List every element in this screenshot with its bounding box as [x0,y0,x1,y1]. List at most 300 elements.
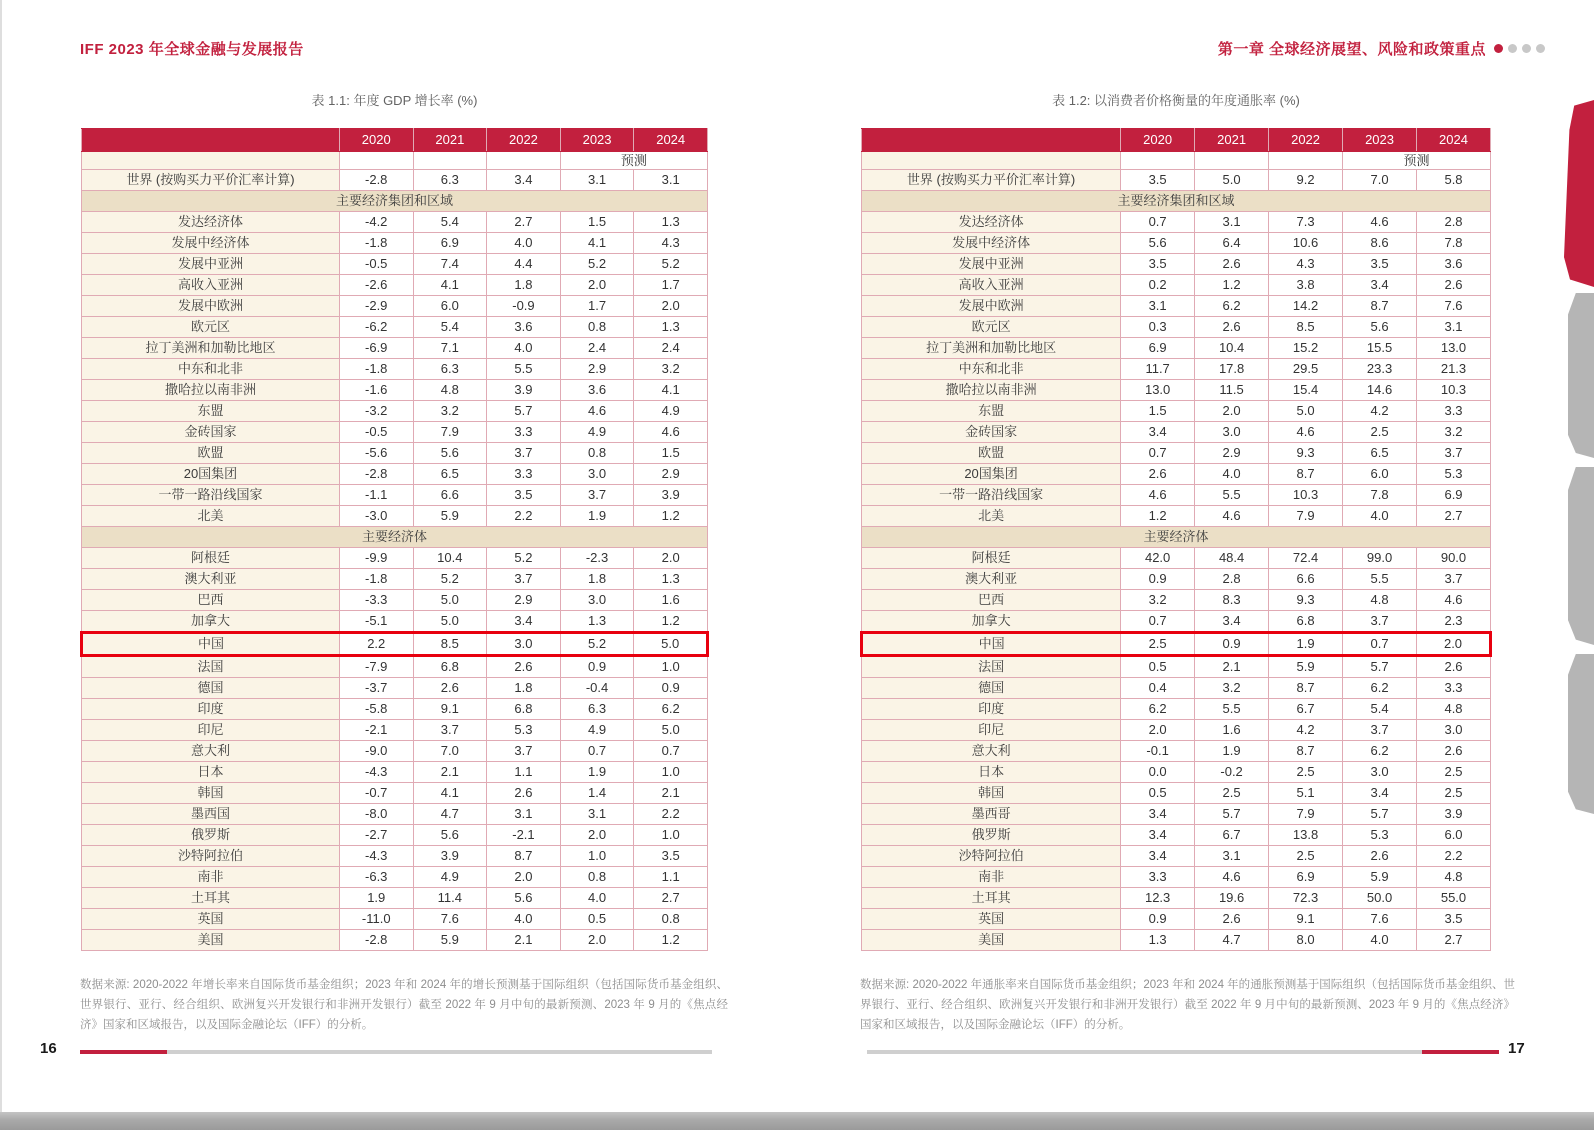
forecast-label-cell: 预测 [560,152,707,170]
value-cell: 50.0 [1343,888,1417,909]
row-label-cell: 北美 [862,506,1121,527]
value-cell: 4.8 [1343,590,1417,611]
value-cell: 99.0 [1343,548,1417,569]
value-cell: 7.6 [1343,909,1417,930]
value-cell: 3.3 [487,464,561,485]
value-cell: 1.4 [560,783,634,804]
row-label-cell: 欧元区 [82,317,340,338]
value-cell: 3.5 [1121,170,1195,191]
value-cell: 0.9 [560,656,634,678]
row-label-cell: 欧盟 [82,443,340,464]
value-cell: 5.4 [1343,699,1417,720]
value-cell: 5.8 [1417,170,1491,191]
value-cell: 4.1 [413,783,487,804]
value-cell: 4.4 [487,254,561,275]
value-cell: 72.3 [1269,888,1343,909]
value-cell: 72.4 [1269,548,1343,569]
value-cell: 8.5 [413,633,487,656]
year-header-cell: 2022 [1269,129,1343,152]
forecast-empty-cell [1269,152,1343,170]
value-cell: 4.0 [1343,930,1417,951]
value-cell: 4.6 [1121,485,1195,506]
value-cell: 4.3 [1269,254,1343,275]
table-row [82,422,708,443]
value-cell: 3.3 [1417,401,1491,422]
section-header-cell: 主要经济集团和区域 [862,191,1491,212]
table-row [82,611,708,633]
row-label-cell: 发展中欧洲 [862,296,1121,317]
value-cell: 3.0 [560,464,634,485]
value-cell: -2.9 [339,296,413,317]
value-cell: 5.7 [1195,804,1269,825]
value-cell: -2.1 [487,825,561,846]
value-cell: 1.2 [1121,506,1195,527]
value-cell: 7.9 [1269,506,1343,527]
row-label-cell: 法国 [82,656,340,678]
table-row [862,338,1491,359]
table-row [862,678,1491,699]
value-cell: 5.9 [413,930,487,951]
value-cell: 1.2 [634,611,708,633]
value-cell: 5.1 [1269,783,1343,804]
value-cell: 3.2 [413,401,487,422]
value-cell: 3.4 [1343,783,1417,804]
section-header-cell: 主要经济体 [82,527,708,548]
value-cell: 1.3 [560,611,634,633]
table-row [862,233,1491,254]
row-label-cell: 世界 (按购买力平价汇率计算) [82,170,340,191]
table-row [82,783,708,804]
value-cell: 7.6 [1417,296,1491,317]
value-cell: 3.0 [1195,422,1269,443]
value-cell: 1.8 [560,569,634,590]
page-number-right: 17 [1508,1040,1525,1057]
table-row [82,338,708,359]
value-cell: 1.7 [560,296,634,317]
value-cell: 13.0 [1417,338,1491,359]
pagination-dot-icon [1522,44,1531,53]
table-row [862,317,1491,338]
value-cell: 3.7 [413,720,487,741]
value-cell: 7.8 [1343,485,1417,506]
footer-rule-left [80,1050,712,1054]
value-cell: 7.8 [1417,233,1491,254]
value-cell: 13.0 [1121,380,1195,401]
value-cell: 2.7 [1417,930,1491,951]
value-cell: 6.2 [1195,296,1269,317]
row-label-cell: 俄罗斯 [82,825,340,846]
table-1-2-title: 表 1.2: 以消费者价格衡量的年度通胀率 (%) [1052,93,1300,108]
value-cell: 6.2 [634,699,708,720]
value-cell: 9.1 [413,699,487,720]
forecast-empty-cell [82,152,340,170]
value-cell: 2.2 [339,633,413,656]
chapter-pagination-dots [1494,44,1545,53]
value-cell: 5.4 [413,317,487,338]
value-cell: 4.8 [1417,699,1491,720]
row-label-cell: 欧盟 [862,443,1121,464]
value-cell: 10.4 [413,548,487,569]
value-cell: 5.7 [1343,804,1417,825]
value-cell: 1.7 [634,275,708,296]
value-cell: 5.0 [1269,401,1343,422]
value-cell: 2.0 [1121,720,1195,741]
value-cell: 1.0 [634,762,708,783]
value-cell: 3.5 [1121,254,1195,275]
value-cell: 1.2 [1195,275,1269,296]
value-cell: 3.7 [487,569,561,590]
table-row [82,888,708,909]
value-cell: 2.5 [1343,422,1417,443]
value-cell: 2.5 [1269,846,1343,867]
value-cell: 6.0 [1417,825,1491,846]
value-cell: 4.0 [487,233,561,254]
value-cell: 6.3 [560,699,634,720]
table-row [82,699,708,720]
value-cell: -1.6 [339,380,413,401]
row-label-cell: 世界 (按购买力平价汇率计算) [862,170,1121,191]
value-cell: 5.0 [1195,170,1269,191]
year-header-cell: 2023 [560,129,634,152]
chapter-tab [1568,654,1594,814]
value-cell: 3.1 [1121,296,1195,317]
value-cell: -3.2 [339,401,413,422]
value-cell: 55.0 [1417,888,1491,909]
row-label-cell: 德国 [82,678,340,699]
value-cell: 5.7 [1343,656,1417,678]
value-cell: 4.6 [1195,867,1269,888]
value-cell: 4.8 [1417,867,1491,888]
value-cell: 5.5 [487,359,561,380]
value-cell: 4.6 [1417,590,1491,611]
value-cell: -1.1 [339,485,413,506]
table-row [82,720,708,741]
value-cell: 5.6 [413,825,487,846]
value-cell: 4.1 [634,380,708,401]
value-cell: 3.6 [487,317,561,338]
value-cell: 6.8 [413,656,487,678]
table-row [82,380,708,401]
value-cell: 2.7 [487,212,561,233]
value-cell: 6.8 [487,699,561,720]
value-cell: -0.4 [560,678,634,699]
table-row [82,212,708,233]
value-cell: 48.4 [1195,548,1269,569]
inflation-table-block [860,90,1492,951]
table-row [82,741,708,762]
value-cell: 1.1 [634,867,708,888]
table-row [82,443,708,464]
value-cell: 0.9 [1121,909,1195,930]
value-cell: 1.9 [560,762,634,783]
row-label-cell: 法国 [862,656,1121,678]
value-cell: 0.9 [634,678,708,699]
value-cell: 2.6 [1121,464,1195,485]
value-cell: 5.5 [1195,699,1269,720]
forecast-empty-cell [487,152,561,170]
value-cell: 3.4 [1121,846,1195,867]
table-corner-cell [82,129,340,152]
value-cell: 1.6 [1195,720,1269,741]
table-1-1-title: 表 1.1: 年度 GDP 增长率 (%) [311,93,478,108]
value-cell: 4.0 [1343,506,1417,527]
table-row [82,233,708,254]
row-label-cell: 20国集团 [862,464,1121,485]
table-row [862,783,1491,804]
table-row [862,548,1491,569]
gdp-table-source-note: 数据来源: 2020-2022 年增长率来自国际货币基金组织；2023 年和 2024 年的增长预测基于国际组织（包括国际货币基金组织、世界银行、亚行、经合组织、欧洲复兴开发银行和非洲开发银行）截至 2022 年 9 月中旬的最新预测、2023 年 9 月的《焦点经济》国家和区域报告，以及国际金融论坛（IFF）的分析。 [80,979,728,1031]
row-label-cell: 墨西国 [82,804,340,825]
value-cell: 4.3 [634,233,708,254]
value-cell: 3.7 [487,443,561,464]
table-row [862,590,1491,611]
value-cell: 19.6 [1195,888,1269,909]
table-row [862,380,1491,401]
table-row [862,804,1491,825]
value-cell: 2.6 [487,783,561,804]
row-label-cell: 韩国 [862,783,1121,804]
row-label-cell: 欧元区 [862,317,1121,338]
section-header-row [862,527,1491,548]
value-cell: -0.5 [339,254,413,275]
chapter-tab [1568,467,1594,645]
value-cell: 2.6 [1417,741,1491,762]
table-row [862,254,1491,275]
table-row [82,804,708,825]
value-cell: -4.3 [339,762,413,783]
value-cell: 9.2 [1269,170,1343,191]
value-cell: 0.4 [1121,678,1195,699]
table-row [862,296,1491,317]
value-cell: 2.5 [1121,633,1195,656]
value-cell: 7.0 [1343,170,1417,191]
forecast-empty-cell [339,152,413,170]
row-label-cell: 中东和北非 [862,359,1121,380]
value-cell: 0.7 [1121,212,1195,233]
row-label-cell: 墨西哥 [862,804,1121,825]
section-header-row [82,191,708,212]
value-cell: 3.2 [634,359,708,380]
chapter-tab-active [1564,100,1594,287]
table-row [862,485,1491,506]
value-cell: 5.4 [413,212,487,233]
value-cell: 12.3 [1121,888,1195,909]
value-cell: 5.9 [413,506,487,527]
value-cell: 1.3 [634,317,708,338]
value-cell: 9.1 [1269,909,1343,930]
value-cell: 2.5 [1417,783,1491,804]
table-row [862,699,1491,720]
row-label-cell: 日本 [862,762,1121,783]
value-cell: 3.5 [1343,254,1417,275]
row-label-cell: 中国 [82,633,340,656]
value-cell: 5.3 [1417,464,1491,485]
row-label-cell: 中国 [862,633,1121,656]
table-row [862,846,1491,867]
forecast-row [862,152,1491,170]
value-cell: 5.6 [1343,317,1417,338]
value-cell: 2.0 [487,867,561,888]
value-cell: 5.0 [634,633,708,656]
value-cell: 7.9 [1269,804,1343,825]
value-cell: 0.7 [560,741,634,762]
value-cell: 2.0 [1195,401,1269,422]
forecast-empty-cell [862,152,1121,170]
value-cell: -8.0 [339,804,413,825]
value-cell: -4.3 [339,846,413,867]
row-label-cell: 发展中经济体 [82,233,340,254]
year-header-cell: 2020 [339,129,413,152]
row-label-cell: 20国集团 [82,464,340,485]
table-row [862,401,1491,422]
value-cell: 4.6 [634,422,708,443]
table-row [862,359,1491,380]
table-row [862,720,1491,741]
value-cell: 15.2 [1269,338,1343,359]
row-label-cell: 高收入亚洲 [862,275,1121,296]
chapter-header [1218,38,1545,59]
row-label-cell: 北美 [82,506,340,527]
value-cell: 29.5 [1269,359,1343,380]
row-label-cell: 英国 [862,909,1121,930]
value-cell: 5.9 [1343,867,1417,888]
value-cell: 5.0 [413,590,487,611]
year-header-row [82,129,708,152]
value-cell: -7.9 [339,656,413,678]
value-cell: 3.1 [1195,212,1269,233]
value-cell: 1.5 [1121,401,1195,422]
table-row [862,867,1491,888]
table-row [862,611,1491,633]
value-cell: 2.7 [1417,506,1491,527]
value-cell: 0.2 [1121,275,1195,296]
row-label-cell: 巴西 [82,590,340,611]
value-cell: 15.4 [1269,380,1343,401]
row-label-cell: 发达经济体 [862,212,1121,233]
year-header-cell: 2023 [1343,129,1417,152]
value-cell: 7.0 [413,741,487,762]
value-cell: -6.3 [339,867,413,888]
value-cell: -2.8 [339,170,413,191]
value-cell: 3.1 [1417,317,1491,338]
table-row [82,401,708,422]
row-label-cell: 澳大利亚 [82,569,340,590]
row-label-cell: 韩国 [82,783,340,804]
value-cell: 5.2 [487,548,561,569]
section-header-row [862,191,1491,212]
value-cell: 2.6 [1343,846,1417,867]
value-cell: 3.7 [1343,720,1417,741]
value-cell: 3.6 [1417,254,1491,275]
value-cell: 4.9 [634,401,708,422]
value-cell: 6.2 [1121,699,1195,720]
table-row [82,846,708,867]
table-row [82,506,708,527]
value-cell: 2.4 [634,338,708,359]
table-row [82,909,708,930]
value-cell: -6.2 [339,317,413,338]
year-header-cell: 2022 [487,129,561,152]
value-cell: 3.7 [1343,611,1417,633]
row-label-cell: 沙特阿拉伯 [82,846,340,867]
value-cell: 0.7 [634,741,708,762]
value-cell: 7.3 [1269,212,1343,233]
value-cell: 3.3 [1417,678,1491,699]
value-cell: 6.8 [1269,611,1343,633]
table-row [862,909,1491,930]
row-label-cell: 发展中亚洲 [82,254,340,275]
value-cell: -9.9 [339,548,413,569]
chapter-title: 第一章 全球经济展望、风险和政策重点 [1217,41,1486,58]
value-cell: 1.0 [560,846,634,867]
year-header-cell: 2024 [1417,129,1491,152]
value-cell: 1.9 [560,506,634,527]
value-cell: 3.1 [560,170,634,191]
value-cell: -4.2 [339,212,413,233]
value-cell: -3.0 [339,506,413,527]
value-cell: 0.0 [1121,762,1195,783]
value-cell: 8.7 [1269,678,1343,699]
pagination-dot-active-icon [1494,44,1503,53]
highlighted-china-row [82,633,708,656]
year-header-cell: 2021 [413,129,487,152]
table-corner-cell [862,129,1121,152]
value-cell: 3.6 [560,380,634,401]
value-cell: -5.8 [339,699,413,720]
gdp-growth-table [80,128,709,951]
value-cell: 5.7 [487,401,561,422]
value-cell: 6.7 [1195,825,1269,846]
value-cell: 2.0 [560,930,634,951]
value-cell: 3.4 [1121,804,1195,825]
table-row [862,506,1491,527]
value-cell: 8.7 [1269,464,1343,485]
value-cell: 6.5 [1343,443,1417,464]
row-label-cell: 发展中亚洲 [862,254,1121,275]
row-label-cell: 巴西 [862,590,1121,611]
value-cell: -2.6 [339,275,413,296]
row-label-cell: 高收入亚洲 [82,275,340,296]
value-cell: 6.3 [413,359,487,380]
row-label-cell: 英国 [82,909,340,930]
value-cell: 3.7 [1417,443,1491,464]
value-cell: 9.3 [1269,443,1343,464]
value-cell: 6.7 [1269,699,1343,720]
value-cell: 0.7 [1121,443,1195,464]
row-label-cell: 拉丁美洲和加勒比地区 [82,338,340,359]
value-cell: 2.0 [634,548,708,569]
value-cell: 3.9 [634,485,708,506]
table-row [82,762,708,783]
value-cell: 0.7 [1343,633,1417,656]
value-cell: 6.0 [1343,464,1417,485]
year-header-cell: 2020 [1121,129,1195,152]
value-cell: 2.8 [1417,212,1491,233]
row-label-cell: 阿根廷 [82,548,340,569]
value-cell: 10.3 [1269,485,1343,506]
value-cell: 1.8 [487,275,561,296]
table-row [82,548,708,569]
value-cell: 6.5 [413,464,487,485]
value-cell: 2.1 [487,930,561,951]
value-cell: 3.2 [1195,678,1269,699]
value-cell: -3.3 [339,590,413,611]
value-cell: 2.7 [634,888,708,909]
row-label-cell: 德国 [862,678,1121,699]
pagination-dot-icon [1508,44,1517,53]
value-cell: 2.2 [634,804,708,825]
row-label-cell: 中东和北非 [82,359,340,380]
